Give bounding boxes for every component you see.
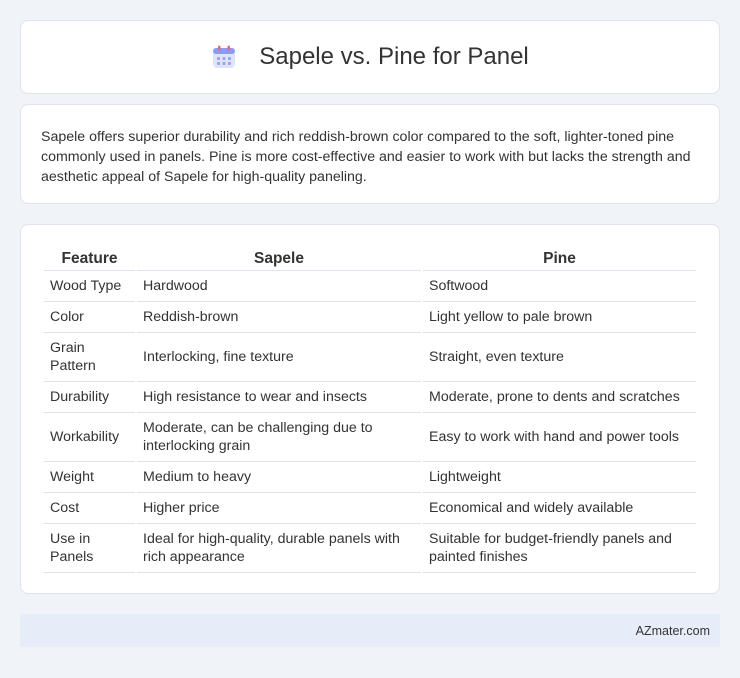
feature-cell: Cost (44, 493, 135, 524)
calendar-icon (211, 44, 237, 70)
sapele-cell: Hardwood (137, 271, 421, 302)
feature-cell: Workability (44, 413, 135, 462)
feature-cell: Grain Pattern (44, 333, 135, 382)
sapele-cell: Higher price (137, 493, 421, 524)
feature-cell: Durability (44, 382, 135, 413)
table-row (44, 333, 696, 382)
feature-cell: Wood Type (44, 271, 135, 302)
title-card (20, 20, 720, 94)
table-row (44, 271, 696, 302)
header-pine: Pine (423, 245, 696, 271)
sapele-cell: Medium to heavy (137, 462, 421, 493)
pine-cell: Light yellow to pale brown (423, 302, 696, 333)
sapele-cell: Reddish-brown (137, 302, 421, 333)
header-feature: Feature (44, 245, 135, 271)
table-row (44, 302, 696, 333)
pine-cell: Straight, even texture (423, 333, 696, 382)
feature-cell: Weight (44, 462, 135, 493)
title-wrap (211, 43, 529, 71)
table-row (44, 493, 696, 524)
pine-cell: Softwood (423, 271, 696, 302)
pine-cell: Easy to work with hand and power tools (423, 413, 696, 462)
description-text: Sapele offers superior durability and rich reddish-brown color compared to the soft, lighter-toned pine commonly used in panels. Pine is more cost-effective and easier to work with but lacks the strength and aesthetic appeal of Sapele for high-quality paneling. (41, 129, 691, 185)
description-card (20, 104, 720, 204)
sapele-cell: Moderate, can be challenging due to interlocking grain (137, 413, 421, 462)
table-row (44, 413, 696, 462)
table-row (44, 524, 696, 573)
pine-cell: Lightweight (423, 462, 696, 493)
comparison-table-card (20, 224, 720, 594)
footer (20, 614, 720, 647)
table-header-row (44, 245, 696, 271)
sapele-cell: High resistance to wear and insects (137, 382, 421, 413)
header-sapele: Sapele (137, 245, 421, 271)
table-row (44, 462, 696, 493)
table-row (44, 382, 696, 413)
feature-cell: Color (44, 302, 135, 333)
footer-brand: AZmater.com (635, 623, 710, 638)
pine-cell: Economical and widely available (423, 493, 696, 524)
sapele-cell: Ideal for high-quality, durable panels with rich appearance (137, 524, 421, 573)
comparison-table (42, 245, 698, 573)
pine-cell: Moderate, prone to dents and scratches (423, 382, 696, 413)
feature-cell: Use in Panels (44, 524, 135, 573)
pine-cell: Suitable for budget-friendly panels and painted finishes (423, 524, 696, 573)
sapele-cell: Interlocking, fine texture (137, 333, 421, 382)
page-title: Sapele vs. Pine for Panel (259, 43, 529, 70)
